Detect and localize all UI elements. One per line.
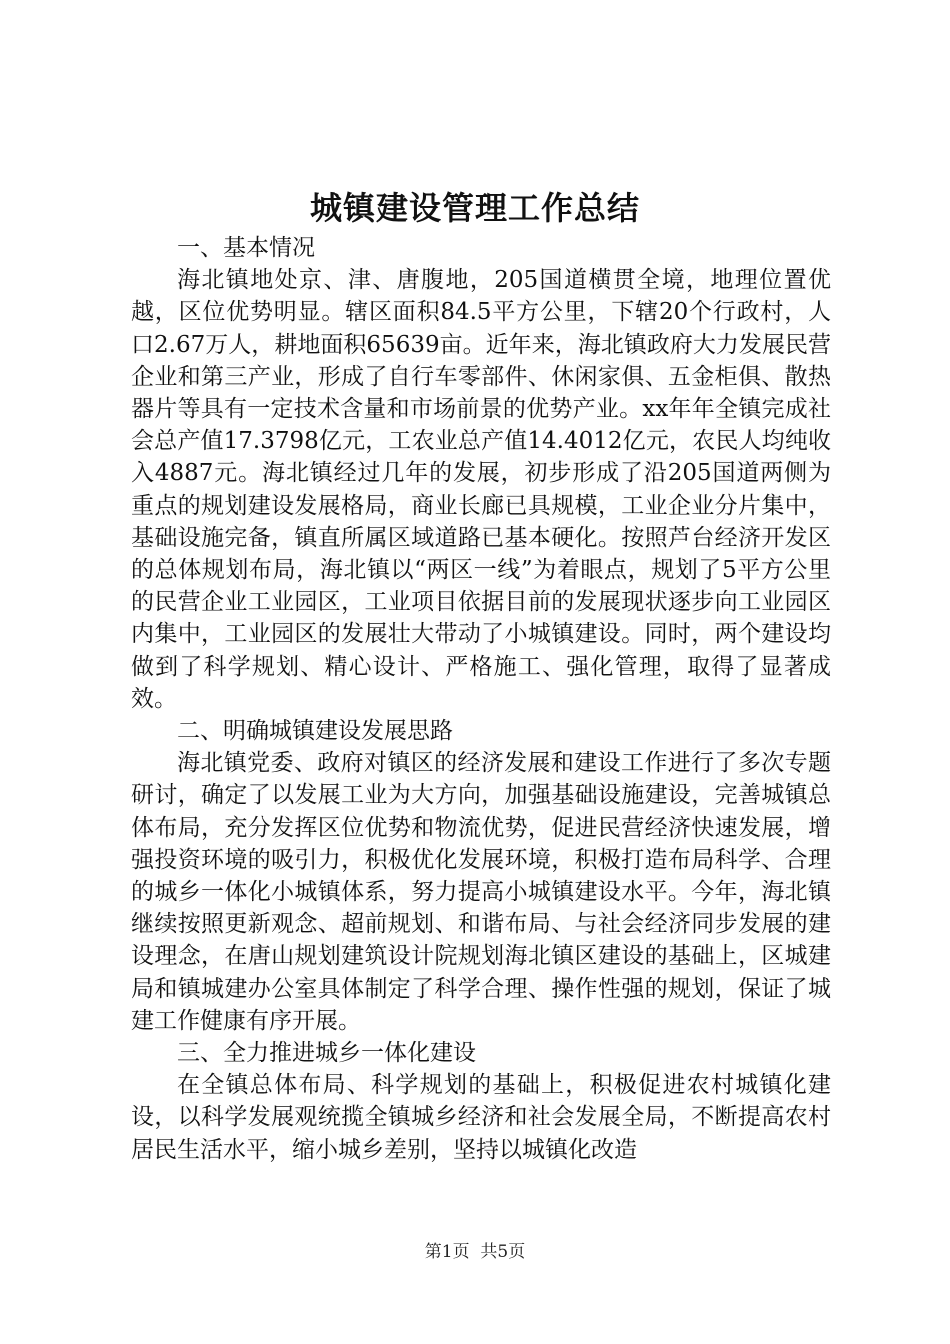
document-title: 城镇建设管理工作总结 [309, 189, 640, 227]
section-heading-urban-rural-integration: 三、全力推进城乡一体化建设 [177, 1040, 476, 1067]
document-body [131, 232, 831, 1166]
page-footer [0, 1240, 950, 1264]
section-paragraph-urban-rural-integration: 在全镇总体布局、科学规划的基础上，积极促进农村城镇化建设，以科学发展观统揽全镇城乡经济和社会发展全局，不断提高农村居民生活水平，缩小城乡差别，坚持以城镇化改造 [131, 1072, 831, 1163]
section-paragraph-basic-situation: 海北镇地处京、津、唐腹地，205国道横贯全境，地理位置优越，区位优势明显。辖区面积84.5平方公里，下辖20个行政村，人口2.67万人，耕地面积65639亩。近年来，海北镇政府大力发展民营企业和第三产业，形成了自行车零部件、休闲家俱、五金柜俱、散热器片等具有一定技术含量和市场前景的优势产业。xx年年全镇完成社会总产值17.3798亿元，工农业总产值14.4012亿元，农民人均纯收入4887元。海北镇经过几年的发展，初步形成了沿205国道两侧为重点的规划建设发展格局，商业长廊已具规模，工业企业分片集中，基础设施完备，镇直所属区域道路已基本硬化。按照芦台经济开发区的总体规划布局，海北镇以“两区一线”为着眼点，规划了5平方公里的民营企业工业园区，工业项目依据目前的发展现状逐步向工业园区内集中，工业园区的发展壮大带动了小城镇建设。同时，两个建设均做到了科学规划、精心设计、严格施工、强化管理，取得了显著成效。 [131, 267, 831, 712]
section-paragraph-development-ideas: 海北镇党委、政府对镇区的经济发展和建设工作进行了多次专题研讨，确定了以发展工业为大方向，加强基础设施建设，完善城镇总体布局，充分发挥区位优势和物流优势，促进民营经济快速发展，增强投资环境的吸引力，积极优化发展环境，积极打造布局科学、合理的城乡一体化小城镇体系，努力提高小城镇建设水平。今年，海北镇继续按照更新观念、超前规划、和谐布局、与社会经济同步发展的建设理念，在唐山规划建筑设计院规划海北镇区建设的基础上，区城建局和镇城建办公室具体制定了科学合理、操作性强的规划，保证了城建工作健康有序开展。 [131, 750, 831, 1034]
page-number-label: 第1页 共5页 [424, 1242, 526, 1262]
section-heading-basic-situation: 一、基本情况 [177, 235, 315, 261]
section-heading-development-ideas: 二、明确城镇建设发展思路 [177, 718, 453, 745]
